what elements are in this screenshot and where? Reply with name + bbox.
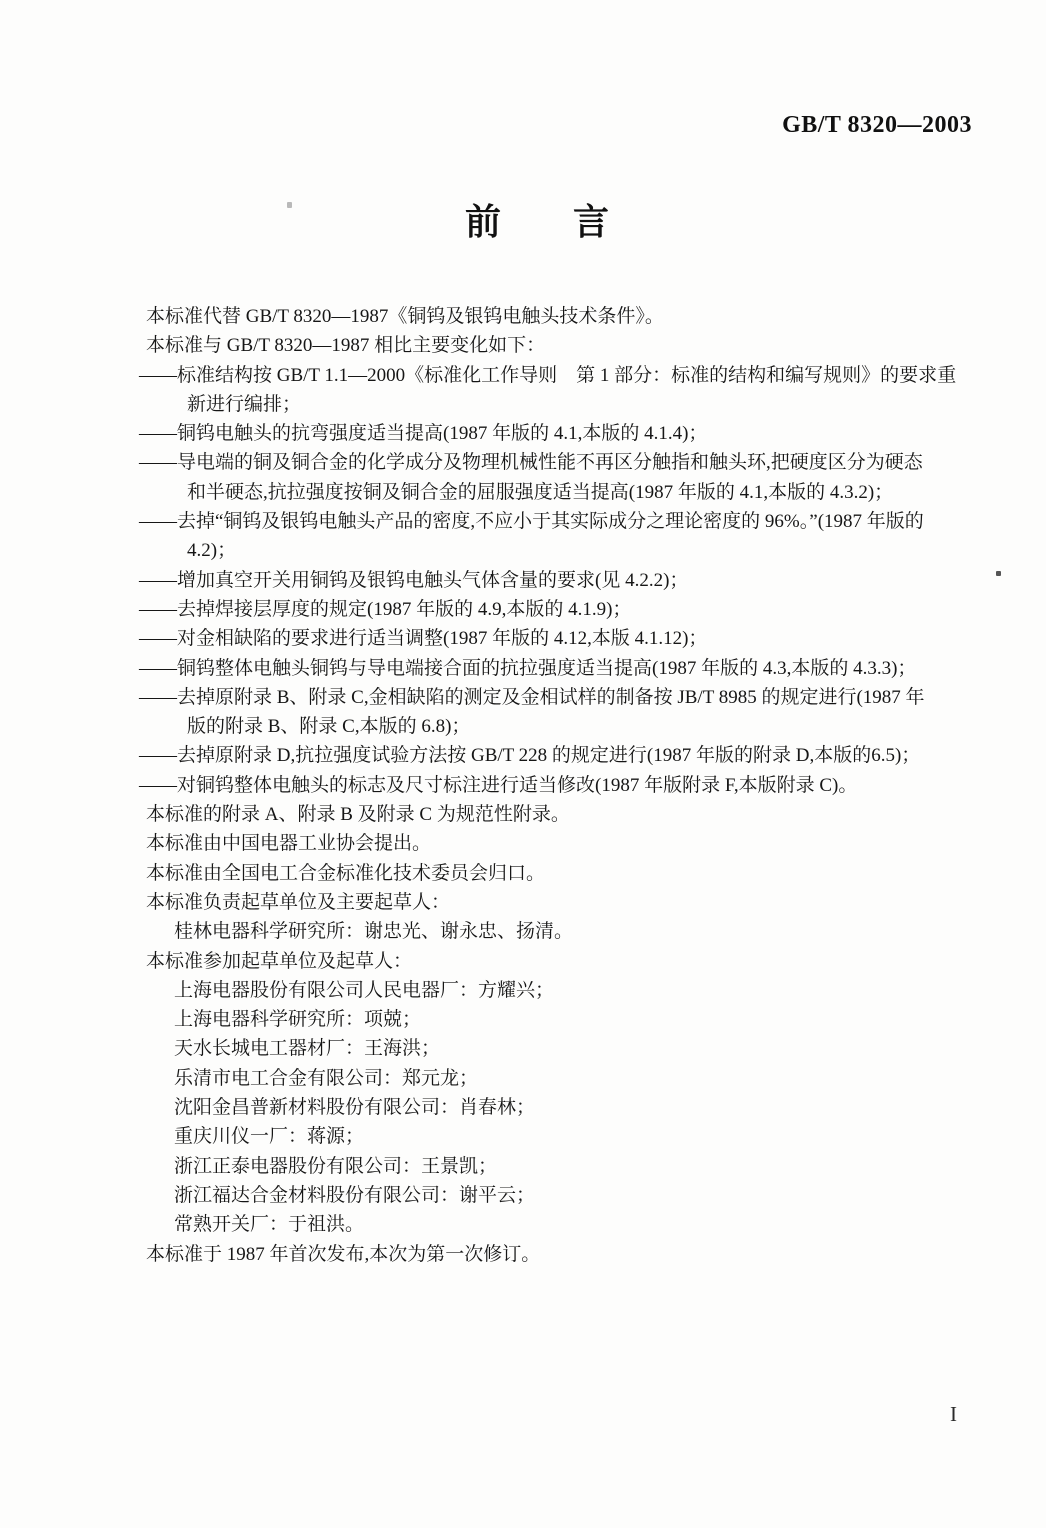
body-line: ——去掉“铜钨及银钨电触头产品的密度,不应小于其实际成分之理论密度的 96%。”(1987 年版的 (139, 511, 924, 533)
body-line: 沈阳金昌普新材料股份有限公司：肖春林； (174, 1097, 536, 1119)
body-line: ——去掉原附录 D,抗拉强度试验方法按 GB/T 228 的规定进行(1987 年版的附录 D,本版的6.5)； (139, 745, 921, 767)
body-line: 本标准负责起草单位及主要起草人： (146, 891, 451, 913)
body-line: ——导电端的铜及铜合金的化学成分及物理机械性能不再区分触指和触头环,把硬度区分为硬态 (139, 452, 923, 474)
body-line: 乐清市电工合金有限公司：郑元龙； (174, 1067, 479, 1089)
body-line: 天水长城电工器材厂：王海洪； (174, 1038, 441, 1060)
body-line: 常熟开关厂：于祖洪。 (174, 1214, 365, 1236)
body-line: 本标准由全国电工合金标准化技术委员会归口。 (146, 862, 546, 884)
body-line: 重庆川仪一厂：蒋源； (174, 1126, 365, 1148)
body-line: 浙江福达合金材料股份有限公司：谢平云； (174, 1184, 536, 1206)
body-line: ——铜钨电触头的抗弯强度适当提高(1987 年版的 4.1,本版的 4.1.4)； (139, 423, 708, 445)
body-line: 版的附录 B、附录 C,本版的 6.8)； (187, 716, 471, 738)
page-number: I (950, 1402, 957, 1426)
scan-speck (287, 202, 292, 208)
body-line: ——标准结构按 GB/T 1.1—2000《标准化工作导则 第 1 部分：标准的结构和编写规则》的要求重 (139, 364, 957, 386)
body-line: ——增加真空开关用铜钨及银钨电触头气体含量的要求(见 4.2.2)； (139, 569, 689, 591)
body-line: ——对铜钨整体电触头的标志及尺寸标注进行适当修改(1987 年版附录 F,本版附录 C)。 (139, 774, 858, 796)
page-title: 前 言 (464, 201, 609, 242)
body-line: 本标准于 1987 年首次发布,本次为第一次修订。 (146, 1243, 541, 1265)
body-line: 本标准的附录 A、附录 B 及附录 C 为规范性附录。 (146, 804, 570, 826)
body-line: ——去掉原附录 B、附录 C,金相缺陷的测定及金相试样的制备按 JB/T 8985 的规定进行(1987 年 (139, 686, 925, 708)
body-line: 浙江正泰电器股份有限公司：王景凯； (174, 1155, 498, 1177)
body-lines (139, 302, 976, 1269)
body-line: 本标准与 GB/T 8320—1987 相比主要变化如下： (146, 335, 546, 357)
body-line: 和半硬态,抗拉强度按铜及铜合金的屈服强度适当提高(1987 年版的 4.1,本版的 4.3.2)； (187, 481, 894, 503)
body-line: 本标准代替 GB/T 8320—1987《铜钨及银钨电触头技术条件》。 (146, 306, 664, 327)
body-line: ——铜钨整体电触头铜钨与导电端接合面的抗拉强度适当提高(1987 年版的 4.3,本版的 4.3.3)； (139, 657, 917, 679)
standard-code: GB/T 8320—2003 (782, 112, 972, 138)
body-line: 本标准由中国电器工业协会提出。 (146, 833, 432, 855)
body-line: ——去掉焊接层厚度的规定(1987 年版的 4.9,本版的 4.1.9)； (139, 598, 632, 620)
body-line: ——对金相缺陷的要求进行适当调整(1987 年版的 4.12,本版 4.1.12)； (139, 628, 708, 650)
scan-speck (996, 571, 1001, 576)
body-line: 本标准参加起草单位及起草人： (146, 950, 413, 972)
body-line: 4.2)； (187, 540, 237, 562)
body-line: 上海电器科学研究所：项兢； (174, 1009, 422, 1031)
body-line: 桂林电器科学研究所：谢忠光、谢永忠、扬清。 (174, 921, 574, 943)
body-line: 上海电器股份有限公司人民电器厂：方耀兴； (174, 979, 555, 1001)
body-line: 新进行编排； (187, 393, 302, 415)
